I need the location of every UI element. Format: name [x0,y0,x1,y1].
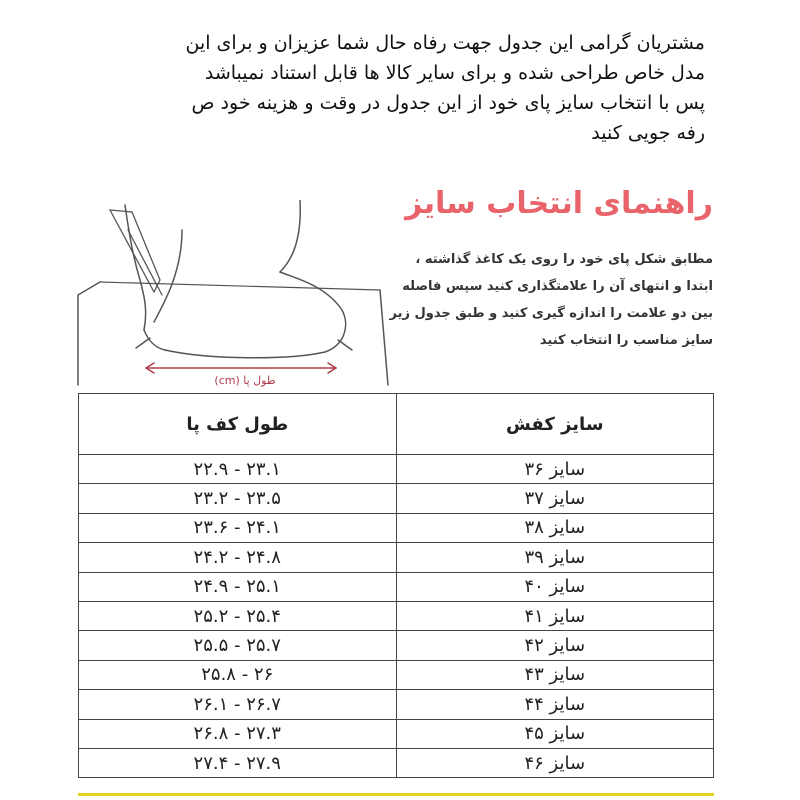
guide-line: سایز مناسب را انتخاب کنید [539,333,713,348]
table-header-row [79,394,714,455]
shoe-size-cell: سایز ۴۶ [396,748,714,777]
table-row [79,601,714,630]
foot-length-cell: ۲۷.۴ - ۲۷.۹ [79,748,397,777]
table-row [79,690,714,719]
header-shoe-size: سایز کفش [396,394,714,455]
table-underline [78,793,714,796]
header-foot-length: طول کف پا [79,394,397,455]
guide-title: راهنمای انتخاب سایز [405,186,713,221]
table-row [79,484,714,513]
intro-line: مشتریان گرامی این جدول جهت رفاه حال شما عزیزان و برای این [185,32,705,54]
shoe-size-cell: سایز ۳۹ [396,543,714,572]
intro-text [95,28,705,148]
table-row [79,719,714,748]
foot-length-cell: ۲۵.۸ - ۲۶ [79,660,397,689]
shoe-size-cell: سایز ۴۲ [396,631,714,660]
foot-length-cell: ۲۲.۹ - ۲۳.۱ [79,455,397,484]
shoe-size-cell: سایز ۴۳ [396,660,714,689]
shoe-size-cell: سایز ۴۱ [396,601,714,630]
shoe-size-cell: سایز ۴۵ [396,719,714,748]
shoe-size-cell: سایز ۳۷ [396,484,714,513]
table-row [79,543,714,572]
shoe-size-cell: سایز ۴۰ [396,572,714,601]
size-table [78,393,714,778]
foot-length-cell: ۲۶.۱ - ۲۶.۷ [79,690,397,719]
foot-length-label: طول پا (cm) [205,374,285,387]
foot-length-cell: ۲۶.۸ - ۲۷.۳ [79,719,397,748]
guide-line: بین دو علامت را اندازه گیری کنید و طبق جدول زیر [389,306,713,321]
guide-instructions [389,246,713,354]
foot-length-cell: ۲۳.۲ - ۲۳.۵ [79,484,397,513]
foot-length-cell: ۲۳.۶ - ۲۴.۱ [79,513,397,542]
foot-length-cell: ۲۴.۹ - ۲۵.۱ [79,572,397,601]
table-row [79,660,714,689]
table-row [79,513,714,542]
foot-length-cell: ۲۴.۲ - ۲۴.۸ [79,543,397,572]
foot-length-cell: ۲۵.۲ - ۲۵.۴ [79,601,397,630]
table-row [79,631,714,660]
foot-length-cell: ۲۵.۵ - ۲۵.۷ [79,631,397,660]
intro-line: مدل خاص طراحی شده و برای سایر کالا ها قابل استناد نمیباشد [204,62,705,84]
foot-measurement-diagram [70,200,390,395]
table-row [79,748,714,777]
table-row [79,572,714,601]
shoe-size-cell: سایز ۳۶ [396,455,714,484]
shoe-size-cell: سایز ۴۴ [396,690,714,719]
guide-line: ابتدا و انتهای آن را علامتگذاری کنید سپس فاصله [402,279,713,294]
shoe-size-cell: سایز ۳۸ [396,513,714,542]
guide-line: مطابق شکل پای خود را روی یک کاغذ گذاشته ، [415,252,713,267]
intro-line: پس با انتخاب سایز پای خود از این جدول در وقت و هزینه خود ص [191,92,705,114]
table-row [79,455,714,484]
intro-line: رفه جویی کنید [591,122,705,144]
